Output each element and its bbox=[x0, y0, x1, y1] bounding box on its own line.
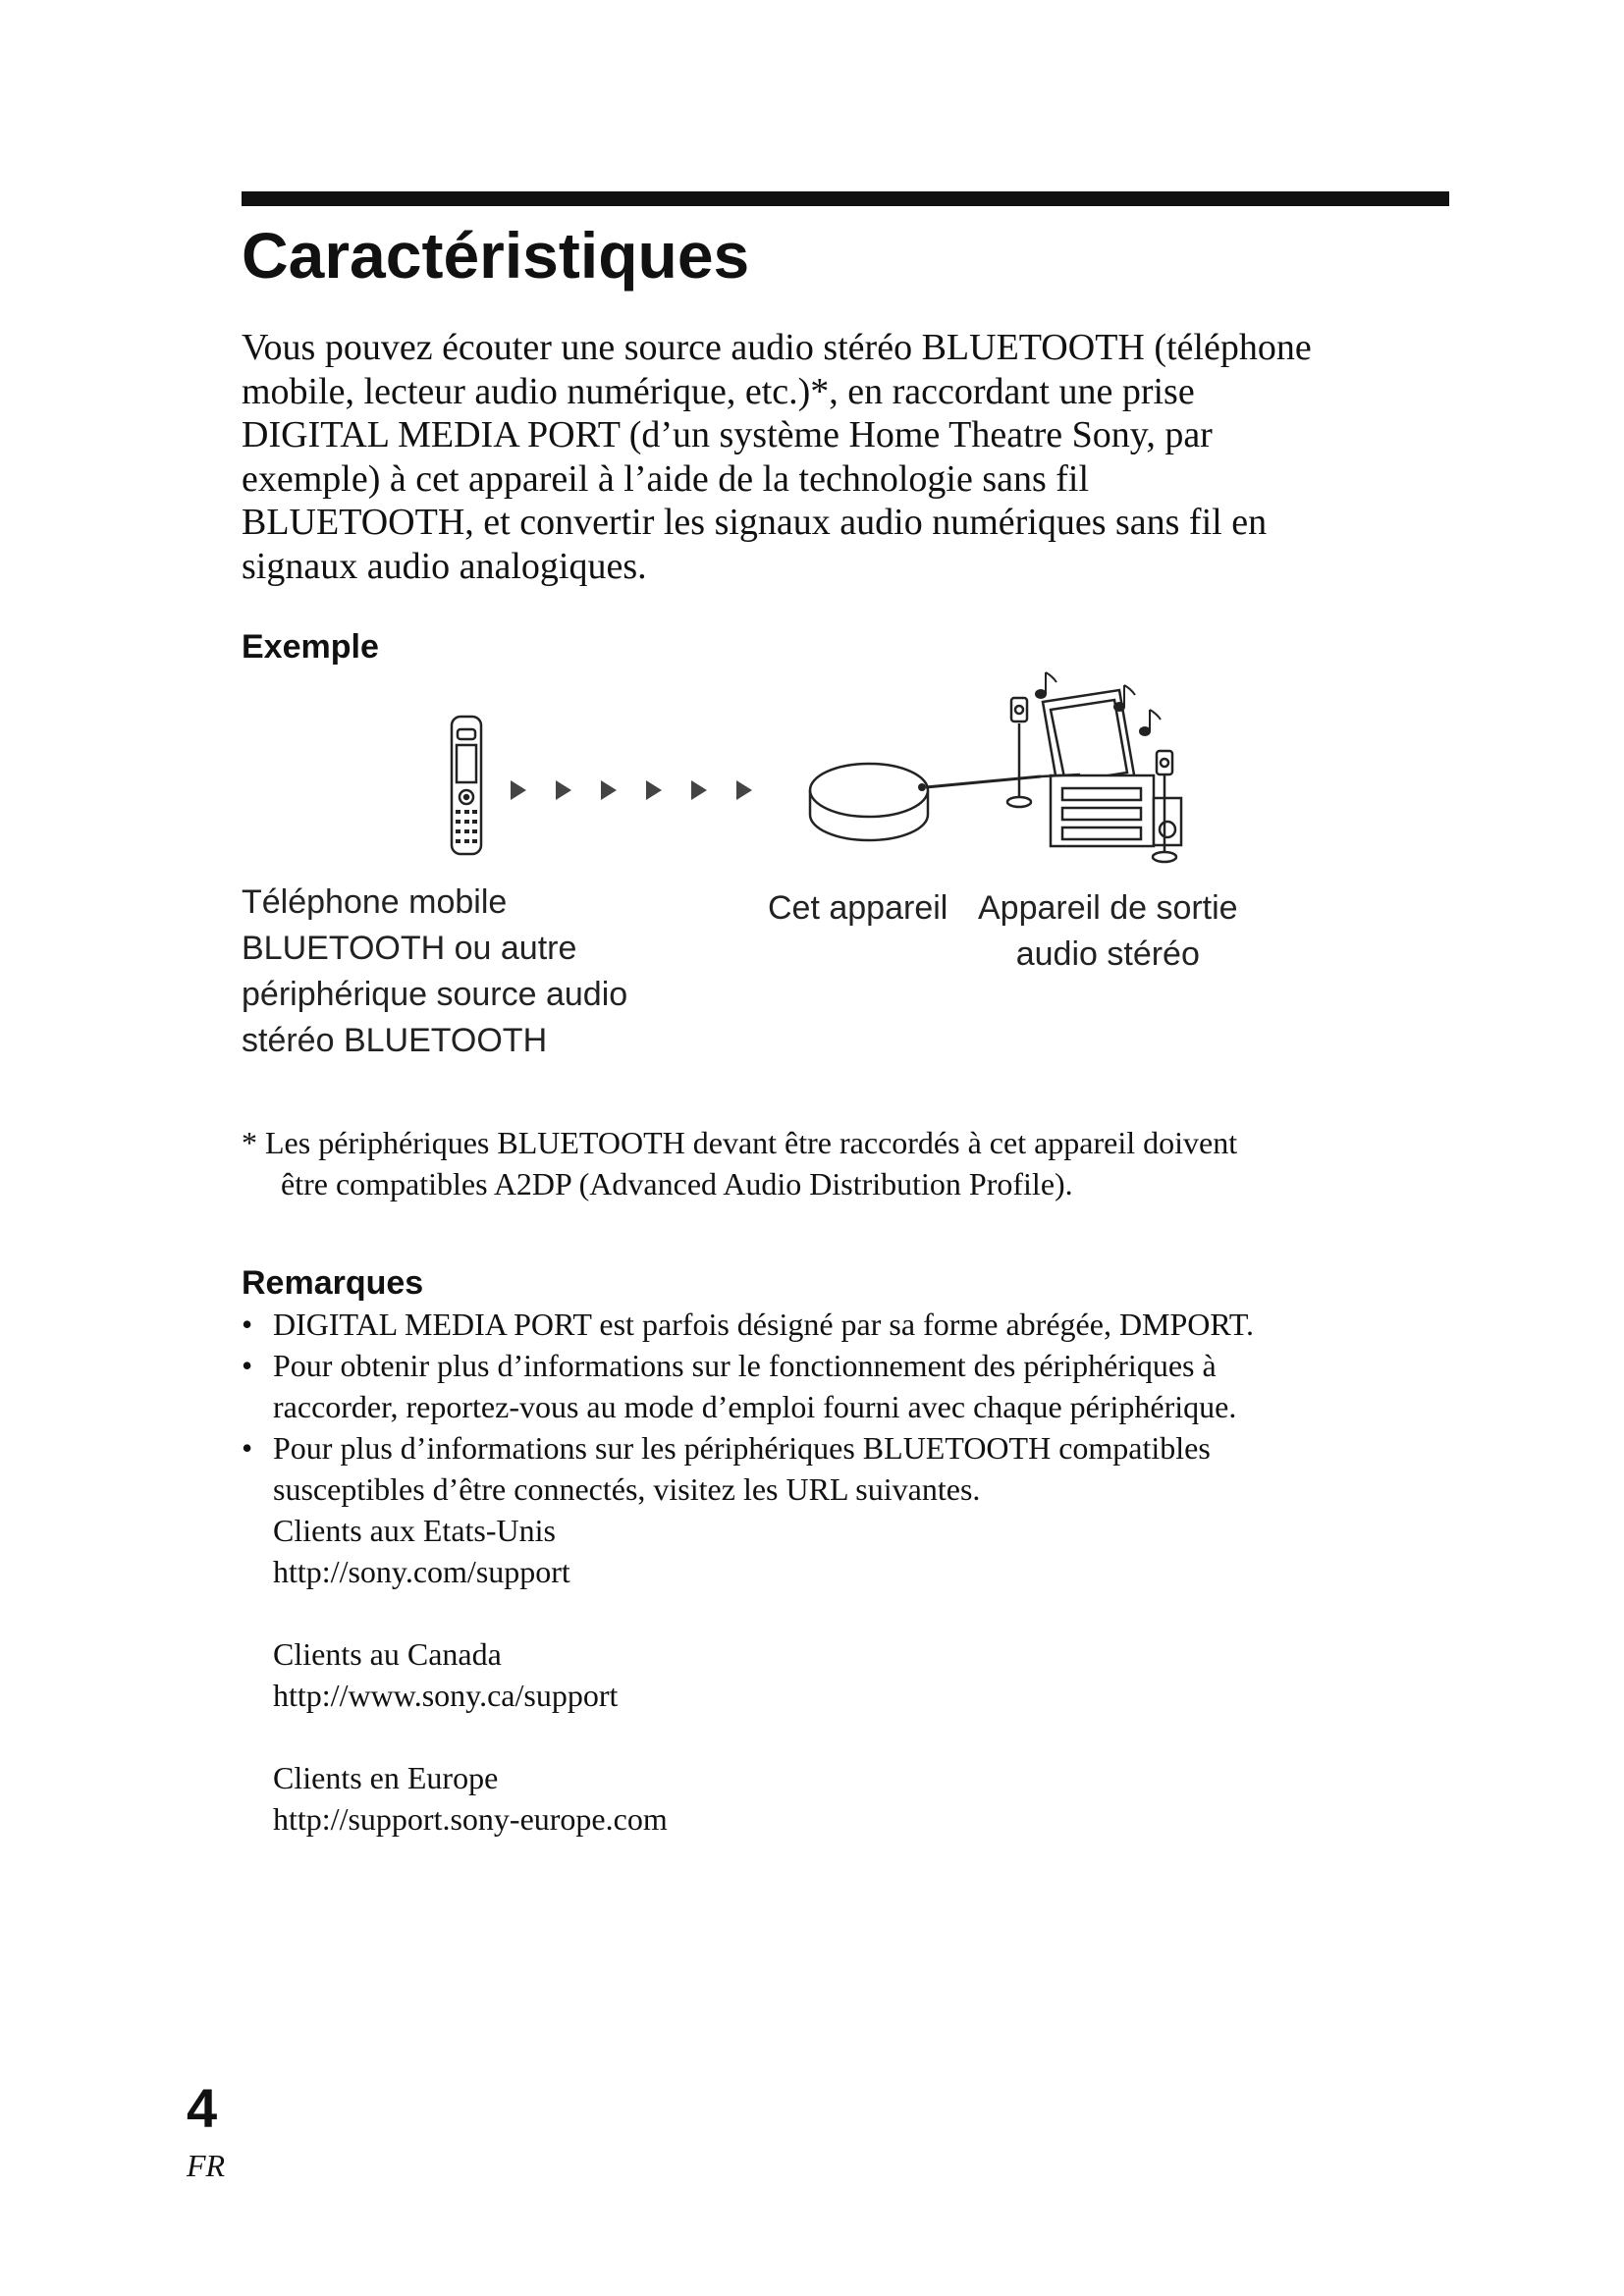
remark-text: Pour plus d’informations sur les périphériques BLUETOOTH compatibles bbox=[273, 1430, 1211, 1466]
intro-line: Vous pouvez écouter une source audio stéréo BLUETOOTH (téléphone bbox=[242, 327, 1312, 368]
intro-line: signaux audio analogiques. bbox=[242, 545, 647, 587]
remark-text: susceptibles d’être connectés, visitez les URL suivantes. bbox=[273, 1471, 981, 1507]
remark-text: Pour obtenir plus d’informations sur le fonctionnement des périphériques à bbox=[273, 1348, 1217, 1383]
mobile-phone-icon bbox=[452, 717, 481, 854]
caption-device: Cet appareil bbox=[768, 889, 948, 927]
region-label: Clients en Europe bbox=[273, 1760, 499, 1795]
caption-line: stéréo BLUETOOTH bbox=[242, 1022, 548, 1059]
intro-line: DIGITAL MEDIA PORT (d’un système Home Theatre Sony, par bbox=[242, 414, 1213, 455]
intro-line: exemple) à cet appareil à l’aide de la technologie sans fil bbox=[242, 457, 1090, 500]
region-label: Clients aux Etats-Unis bbox=[273, 1513, 556, 1548]
example-heading: Exemple bbox=[242, 628, 379, 666]
footnote-line: être compatibles A2DP (Advanced Audio Distribution Profile). bbox=[281, 1166, 1073, 1201]
remarks-heading: Remarques bbox=[242, 1264, 424, 1302]
caption-line: Appareil de sortie bbox=[978, 889, 1238, 927]
bullet: • bbox=[242, 1307, 253, 1342]
remark-item bbox=[242, 1304, 1254, 1345]
caption-line: périphérique source audio bbox=[242, 976, 628, 1013]
caption-line: BLUETOOTH ou autre bbox=[242, 930, 577, 967]
bluetooth-receiver-icon bbox=[810, 764, 928, 840]
connection-diagram bbox=[432, 653, 1257, 888]
bullet: • bbox=[242, 1430, 253, 1466]
page-number: 4 bbox=[187, 2077, 218, 2139]
remark-item bbox=[242, 1345, 1254, 1427]
remark-text: raccorder, reportez-vous au mode d’emploi fourni avec chaque périphérique. bbox=[273, 1389, 1237, 1424]
page-title: Caractéristiques bbox=[242, 219, 750, 292]
wireless-arrows-icon bbox=[511, 780, 752, 800]
footnote bbox=[242, 1122, 1237, 1204]
intro-line: BLUETOOTH, et convertir les signaux audio numériques sans fil en bbox=[242, 502, 1268, 543]
support-url[interactable]: http://www.sony.ca/support bbox=[273, 1678, 619, 1713]
remarks-list bbox=[242, 1304, 1254, 1840]
caption-output bbox=[978, 885, 1238, 978]
bullet: • bbox=[242, 1348, 253, 1383]
top-rule bbox=[242, 191, 1449, 206]
language-code: FR bbox=[187, 2148, 226, 2183]
support-url[interactable]: http://sony.com/support bbox=[273, 1554, 570, 1589]
remark-text: DIGITAL MEDIA PORT est parfois désigné par sa forme abrégée, DMPORT. bbox=[273, 1307, 1254, 1342]
region-label: Clients au Canada bbox=[273, 1636, 502, 1672]
remark-item bbox=[242, 1427, 1254, 1840]
intro-line: mobile, lecteur audio numérique, etc.)*, en raccordant une prise bbox=[242, 370, 1195, 412]
caption-line: audio stéréo bbox=[1015, 935, 1200, 973]
support-url[interactable]: http://support.sony-europe.com bbox=[273, 1801, 668, 1837]
caption-phone bbox=[242, 880, 627, 1064]
footnote-line: * Les périphériques BLUETOOTH devant être raccordés à cet appareil doivent bbox=[242, 1125, 1238, 1160]
intro-paragraph bbox=[242, 326, 1459, 588]
caption-line: Téléphone mobile bbox=[242, 883, 508, 921]
dmport-cable bbox=[926, 776, 1041, 787]
cable-plug bbox=[918, 783, 926, 791]
